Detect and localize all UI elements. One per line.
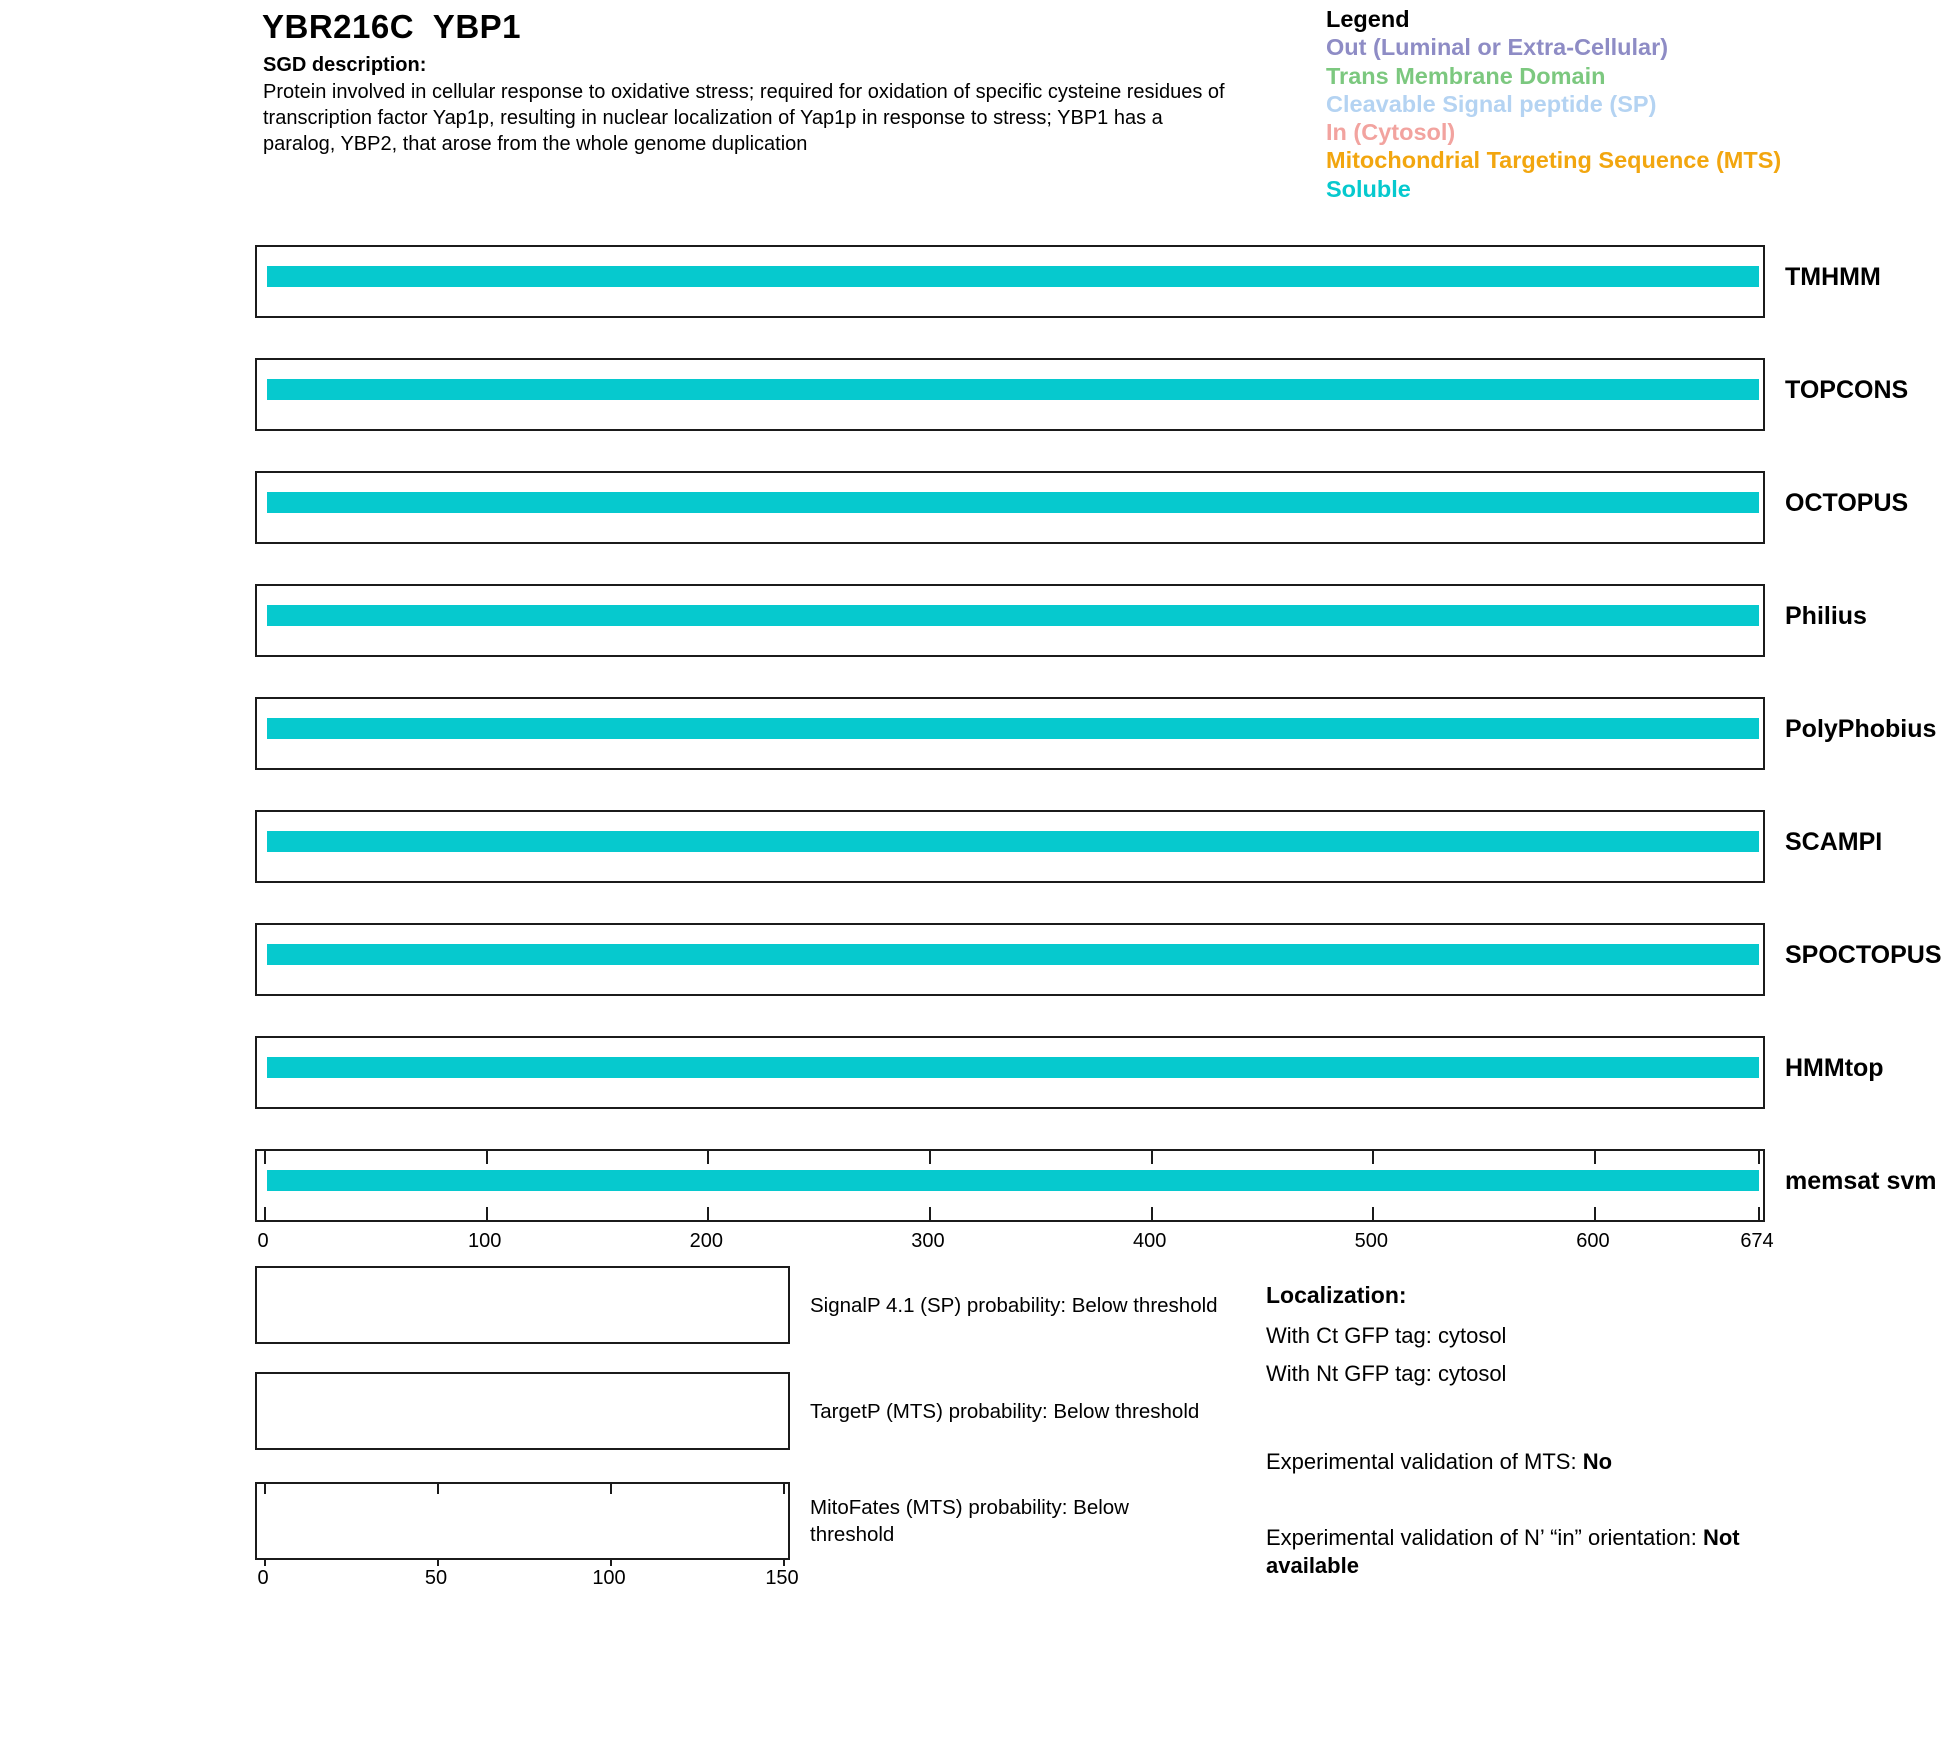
sgd-description-text [263, 79, 1225, 157]
axis-tick-bottom [264, 1207, 266, 1220]
sequence-axis-label: 400 [1132, 1230, 1167, 1252]
probability-axis-label: 50 [424, 1567, 448, 1589]
axis-tick-top [437, 1484, 439, 1494]
sequence-axis-label: 100 [467, 1230, 502, 1252]
soluble-segment [267, 1170, 1759, 1191]
caption-line: TargetP (MTS) probability: Below threshold [810, 1399, 1200, 1423]
localization-line: With Nt GFP tag: cytosol [1266, 1361, 1507, 1386]
axis-tick-bottom [1758, 1207, 1760, 1220]
probability-plot-box [255, 1266, 790, 1344]
sequence-axis-label: 500 [1354, 1230, 1388, 1252]
track-label: HMMtop [1785, 1054, 1884, 1082]
axis-tick-top [1594, 1151, 1596, 1164]
axis-tick-bottom [783, 1560, 785, 1566]
axis-tick-top [1758, 1151, 1760, 1164]
sgd-description-line: paralog, YBP2, that arose from the whole genome duplication [263, 133, 808, 155]
legend-item: Cleavable Signal peptide (SP) [1326, 90, 1657, 117]
track-plot-box [255, 245, 1765, 318]
track-plot-box [255, 810, 1765, 883]
sequence-axis-label: 600 [1576, 1230, 1610, 1252]
probability-axis-label: 150 [765, 1567, 799, 1589]
axis-tick-top [264, 1484, 266, 1494]
sequence-axis-label: 0 [257, 1230, 269, 1252]
legend-item: Trans Membrane Domain [1326, 62, 1606, 89]
soluble-segment [267, 379, 1759, 400]
localization-heading: Localization: [1266, 1282, 1407, 1308]
probability-plot-box [255, 1482, 790, 1560]
axis-tick-bottom [1151, 1207, 1153, 1220]
soluble-segment [267, 1057, 1759, 1078]
track-label: memsat svm [1785, 1167, 1937, 1195]
sequence-axis-label: 300 [911, 1230, 945, 1252]
legend-items [1326, 33, 1781, 203]
axis-tick-bottom [610, 1560, 612, 1566]
axis-tick-top [783, 1484, 785, 1494]
validation-value: Not available [1266, 1525, 1740, 1578]
track-label: OCTOPUS [1785, 489, 1909, 517]
soluble-segment [267, 718, 1759, 739]
probability-axis-label: 100 [592, 1567, 626, 1589]
track-label: SPOCTOPUS [1785, 941, 1942, 969]
track-label: PolyPhobius [1785, 715, 1937, 743]
track-plot-box [255, 923, 1765, 996]
track-plot-box [255, 1149, 1765, 1222]
legend-title: Legend [1326, 6, 1410, 32]
axis-tick-top [929, 1151, 931, 1164]
sequence-axis-label: 200 [689, 1230, 723, 1252]
sequence-axis-label: 674 [1740, 1230, 1774, 1252]
track-plot-box [255, 471, 1765, 544]
validation-label: Experimental validation of MTS: [1266, 1449, 1583, 1474]
sgd-description-line: transcription factor Yap1p, resulting in nuclear localization of Yap1p in response to stress; YBP1 has a [263, 107, 1163, 129]
axis-tick-bottom [437, 1560, 439, 1566]
soluble-segment [267, 605, 1759, 626]
axis-tick-top [1372, 1151, 1374, 1164]
axis-tick-bottom [929, 1207, 931, 1220]
sgd-description-heading: SGD description: [263, 54, 427, 76]
soluble-segment [267, 266, 1759, 287]
track-plot-box [255, 358, 1765, 431]
legend-item: Soluble [1326, 175, 1411, 202]
axis-tick-bottom [1594, 1207, 1596, 1220]
track-plot-box [255, 1036, 1765, 1109]
track-label: TOPCONS [1785, 376, 1909, 404]
axis-tick-top [707, 1151, 709, 1164]
validation-label: Experimental validation of N’ “in” orientation: [1266, 1525, 1703, 1550]
probability-axis-label: 0 [257, 1567, 269, 1589]
localization-line: With Ct GFP tag: cytosol [1266, 1323, 1507, 1348]
legend-panel [1326, 5, 1781, 203]
legend-item: Mitochondrial Targeting Sequence (MTS) [1326, 147, 1782, 174]
soluble-segment [267, 831, 1759, 852]
axis-tick-bottom [264, 1560, 266, 1566]
probability-plot-caption [810, 1266, 1260, 1344]
caption-line: SignalP 4.1 (SP) probability: Below threshold [810, 1293, 1218, 1317]
axis-tick-top [264, 1151, 266, 1164]
track-plot-box [255, 697, 1765, 770]
axis-tick-top [610, 1484, 612, 1494]
legend-item: Out (Luminal or Extra-Cellular) [1326, 34, 1669, 61]
caption-line: threshold [810, 1523, 895, 1546]
probability-plot-caption [810, 1372, 1260, 1450]
axis-tick-top [486, 1151, 488, 1164]
axis-tick-top [1151, 1151, 1153, 1164]
sgd-description-line: Protein involved in cellular response to oxidative stress; required for oxidation of specific cysteine residues of [263, 81, 1225, 103]
page-title: YBR216C YBP1 [262, 8, 522, 45]
axis-tick-bottom [1372, 1207, 1374, 1220]
validation-statement [1266, 1524, 1811, 1580]
track-label: Philius [1785, 602, 1867, 630]
soluble-segment [267, 944, 1759, 965]
soluble-segment [267, 492, 1759, 513]
track-label: TMHMM [1785, 263, 1881, 291]
caption-line: MitoFates (MTS) probability: Below [810, 1496, 1129, 1519]
legend-item: In (Cytosol) [1326, 119, 1456, 146]
axis-tick-bottom [486, 1207, 488, 1220]
probability-plot-box [255, 1372, 790, 1450]
axis-tick-bottom [707, 1207, 709, 1220]
track-plot-box [255, 584, 1765, 657]
probability-plot-caption [810, 1482, 1260, 1560]
validation-statement [1266, 1448, 1811, 1476]
track-label: SCAMPI [1785, 828, 1883, 856]
validation-value: No [1582, 1449, 1613, 1474]
